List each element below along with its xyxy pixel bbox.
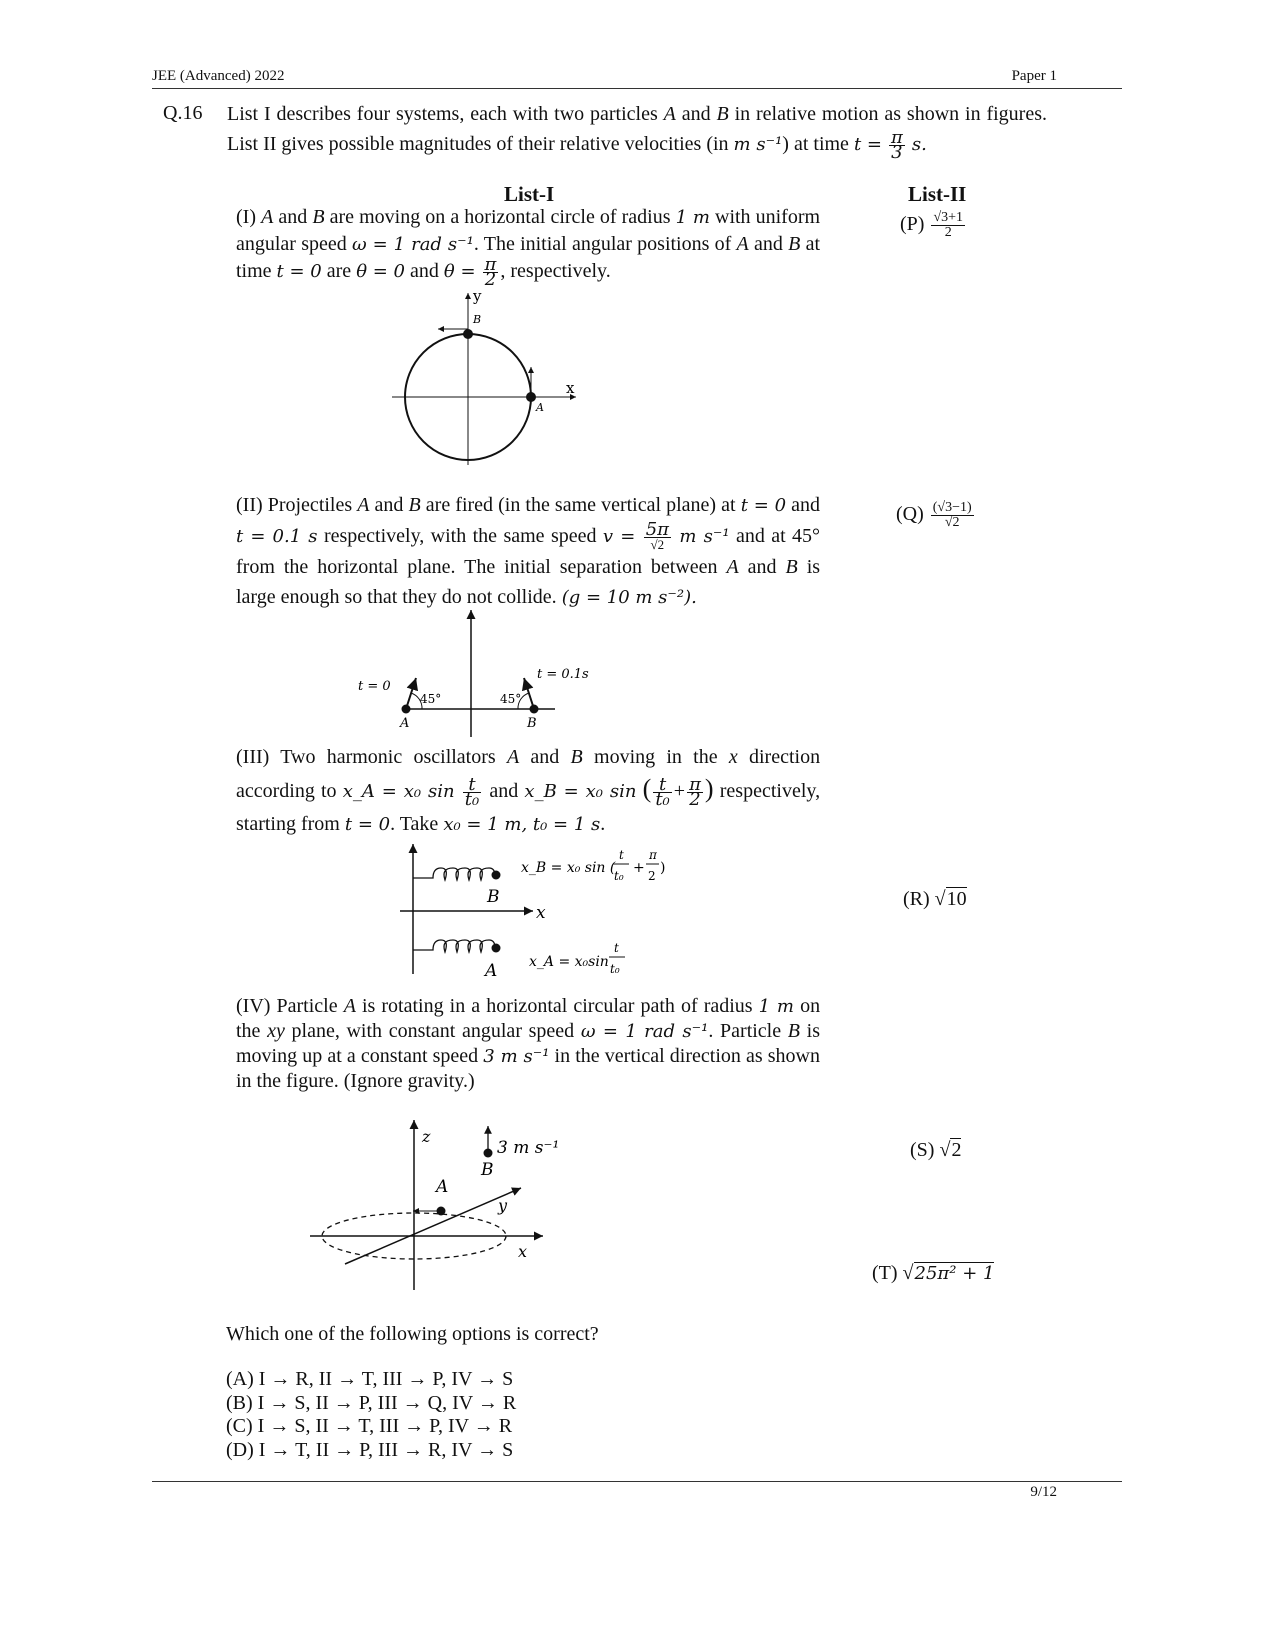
y-axis [345,1188,521,1264]
A-label: A [485,961,498,981]
x-label: x [518,1242,528,1261]
B-label: B [487,887,500,907]
particle-A [526,392,536,402]
question-stem: List I describes four systems, each with two particles A and B in relative motion as shown in figures. List II gives possible magnitudes of their relative velocities (in m s⁻¹) at time t = $\frac{\pi}{3}$ s. [227,103,1048,163]
option-D[interactable]: (D) I → T, II → P, III → R, IV → S [226,1439,514,1461]
figure-I-circle [380,285,600,475]
figure-II-projectiles [350,602,589,742]
xB-close: ) [660,860,666,876]
header-rule [152,88,1122,89]
list2-item-R: (R) √10 [903,888,967,910]
xA-equation: x_A = x₀sin [529,954,609,970]
speed-label: 3 m s⁻¹ [497,1138,560,1158]
list2-item-Q: (Q) $\frac{(√3-1)}{√2}$ [896,499,972,530]
figure-III-oscillators [395,838,695,988]
option-B[interactable]: (B) I → S, II → P, III → Q, IV → R [226,1392,517,1414]
y-label: y [473,287,482,305]
answer-prompt: Which one of the following options is correct? [226,1323,599,1345]
z-label: z [422,1127,431,1146]
option-C[interactable]: (C) I → S, II → T, III → P, IV → R [226,1415,513,1437]
t01-label: t = 0.1s [537,667,589,682]
list2-heading: List-II [908,182,967,206]
footer-rule [152,1481,1122,1482]
t0-label: t = 0 [358,679,391,694]
spring-B [413,868,495,880]
A-label: A [400,716,410,731]
list1-item-I: (I) A and B are moving on a horizontal circle of radius 1 m with uniform angular speed ω = 1 rad s⁻¹. The initial angular positions of A and B at time t = 0 are θ = 0 and θ = $\frac{\pi}{2}$ , respectively. [236,206,821,290]
list1-item-IV: (IV) Particle A is rotating in a horizontal circular path of radius 1 m on the xy plane, with constant angular speed ω = 1 rad s⁻¹. Particle B is moving up at a constant speed 3 m s⁻¹ in the vertical direction as shown in the figure. (Ignore gravity.) [236,995,821,1092]
page-number: 9/12 [1030,1484,1057,1500]
list2-item-S: (S) √2 [910,1139,962,1161]
angle-A-label: 45° [420,692,442,706]
particle-B [463,329,473,339]
xB-equation: x_B = x₀ sin ( [521,860,616,876]
B-label: B [481,1160,494,1180]
xB-t0-den: t₀ [614,869,624,883]
A-label: A [436,1177,449,1197]
xB-two-den: 2 [648,869,656,883]
list2-item-T: (T) √25π² + 1 [872,1262,995,1284]
list2-item-P: (P) $\frac{√3+1}{2}$ [900,209,964,240]
paper-label: Paper 1 [1011,68,1057,84]
list1-heading: List-I [504,182,555,206]
mass-B [492,871,501,880]
exam-title: JEE (Advanced) 2022 [152,68,285,84]
xB-pi-num: π [649,848,657,862]
xA-t0-den: t₀ [610,962,620,976]
y-label: y [498,1196,508,1215]
angle-B-label: 45° [500,692,522,706]
B-label: B [473,313,482,326]
option-A[interactable]: (A) I → R, II → T, III → P, IV → S [226,1368,514,1390]
A-label: A [536,401,544,414]
figure-IV-3d [305,1112,585,1297]
list1-item-III: (III) Two harmonic oscillators A and B moving in the x direction according to x_A = x₀ sin $\frac{t}{\text{t₀}}$ and x_B = x₀ sin ( $\frac{t}{\text{t₀}}$ + $\frac{\pi}{2}$ ) respectively, starting from t = 0. Take x₀ = 1 m, t₀ = 1 s. [236,746,821,835]
list1-item-II: (II) Projectiles A and B are fired (in the same vertical plane) at t = 0 and t = 0.1 s respectively, with the same speed v = $\frac{5\pi}{√2}$ m s⁻¹ and at 45° from the horizontal plane. The initial separation between A and B is large enough so that they do not collide. (g = 10 m s⁻²). [236,494,821,608]
xA-t-num: t [614,941,619,955]
question-number: Q.16 [163,102,203,124]
x-label: x [566,379,575,397]
xB-t-num: t [619,848,624,862]
mass-A [492,944,501,953]
svg-text:+: + [633,860,645,876]
B-label: B [527,716,537,731]
x-label: x [536,903,546,923]
spring-A [413,940,495,952]
